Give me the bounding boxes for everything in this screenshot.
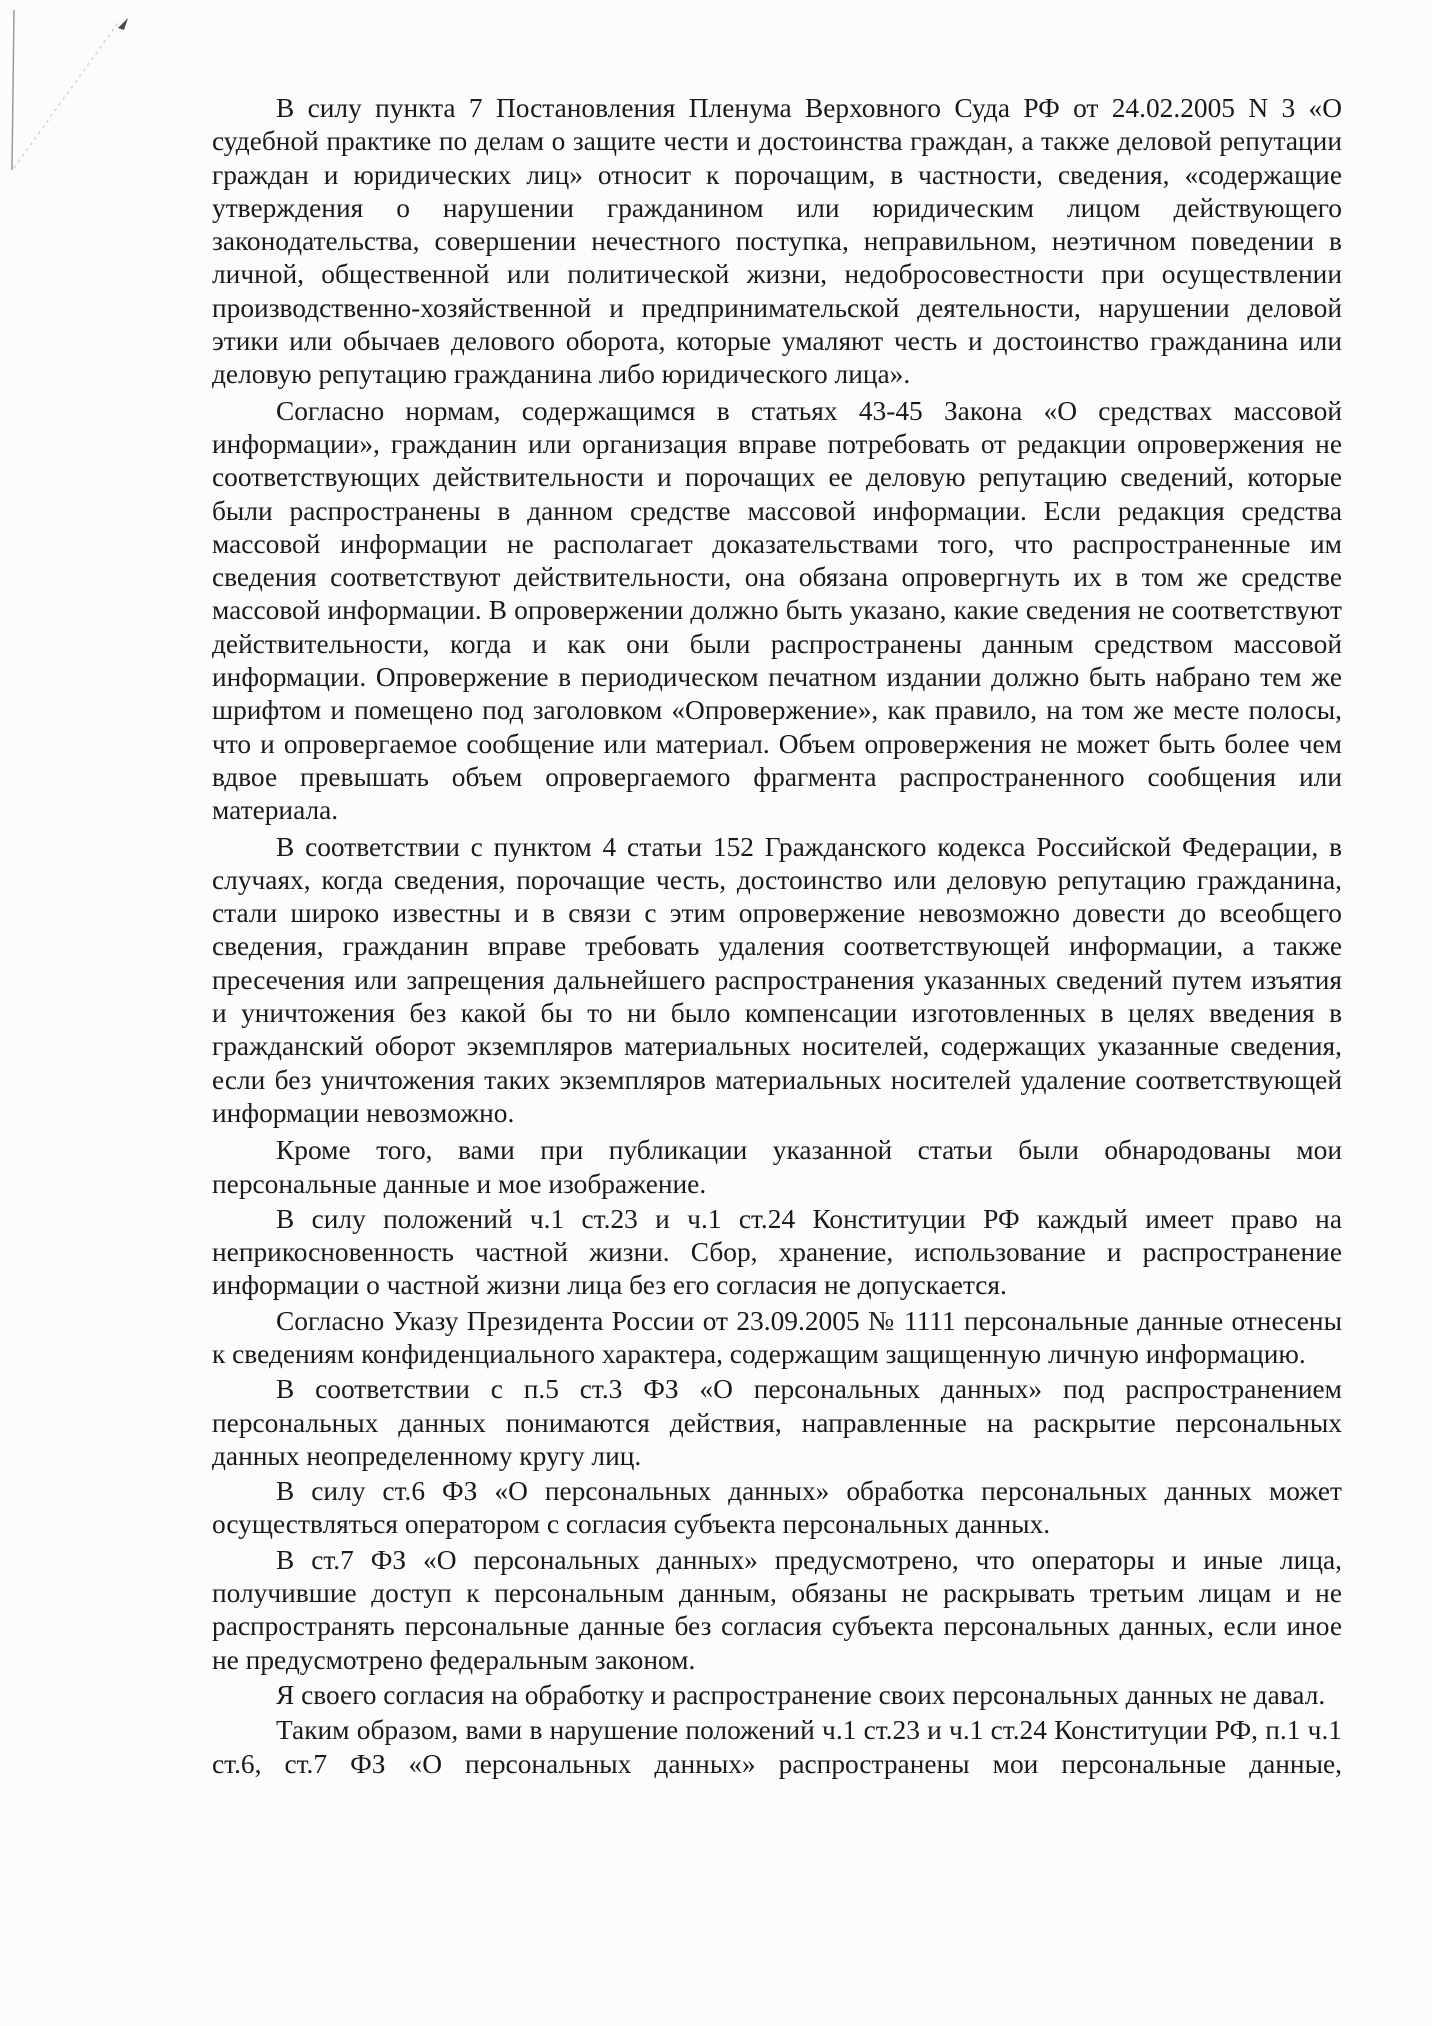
paragraph-civil-code-article-152: В соответствии с пунктом 4 статьи 152 Гражданского кодекса Российской Федерации, в случаях, когда сведения, порочащие честь, достоинство или деловую репутацию гражданина, стали широко известны и в связи с этим опровержение невозможно довести до всеобщего сведения, гражданин вправе требовать удаления соответствующей информации, а также пресечения или запрещения дальнейшего распространения указанных сведений путем изъятия и уничтожения без какой бы то ни было компенсации изготовленных в целях введения в гражданский оборот экземпляров материальных носителей, содержащих указанные сведения, если без уничтожения таких экземпляров материальных носителей удаление соответствующей информации невозможно. [212,831,1342,1128]
paragraph-presidential-decree: Согласно Указу Президента России от 23.09.2005 № 1111 персональные данные отнесены к сведениям конфиденциального характера, содержащим защищенную личную информацию. [212,1305,1342,1369]
paragraph-processing-consent: В силу ст.6 ФЗ «О персональных данных» обработка персональных данных может осуществляться оператором с согласия субъекта персональных данных. [212,1476,1342,1540]
letter-body [212,92,1342,1781]
paragraph-no-consent-given: Я своего согласия на обработку и распространение своих персональных данных не давал. [276,1679,1326,1710]
paragraph-dissemination-definition: В соответствии с п.5 ст.3 ФЗ «О персональных данных» под распространением персональных данных понимаются действия, направленные на раскрытие персональных данных неопределенному кругу лиц. [212,1374,1342,1471]
paragraph-defamation-definition: В силу пункта 7 Постановления Пленума Верховного Суда РФ от 24.02.2005 N 3 «О судебной практике по делам о защите чести и достоинства граждан, а также деловой репутации граждан и юридических лиц» относит к порочащим, в частности, сведения, «содержащие утверждения о нарушении гражданином или юридическим лицом действующего законодательства, совершении нечестного поступка, неправильном, неэтичном поведении в личной, общественной или политической жизни, недобросовестности при осуществлении производственно-хозяйственной и предпринимательской деятельности, нарушении деловой этики или обычаев делового оборота, которые умаляют честь и достоинство гражданина или деловую репутацию гражданина либо юридического лица». [212,93,1342,390]
paragraph-mass-media-refutation: Согласно нормам, содержащимся в статьях 43-45 Закона «О средствах массовой информации», гражданин или организация вправе потребовать от редакции опровержения не соответствующих действительности и порочащих ее деловую репутацию сведений, которые были распространены в данном средстве массовой информации. Если редакция средства массовой информации не располагает доказательствами того, что распространенные им сведения соответствуют действительности, она обязана опровергнуть их в том же средстве массовой информации. В опровержении должно быть указано, какие сведения не соответствуют действительности, когда и как они были распространены данным средством массовой информации. Опровержение в периодическом печатном издании должно быть набрано тем же шрифтом и помещено под заголовком «Опровержение», как правило, на том же месте полосы, что и опровергаемое сообщение или материал. Объем опровержения не может быть более чем вдвое превышать объем опровергаемого фрагмента распространенного сообщения или материала. [212,395,1342,826]
paragraph-constitution-privacy: В силу положений ч.1 ст.23 и ч.1 ст.24 Конституции РФ каждый имеет право на неприкосновенность частной жизни. Сбор, хранение, использование и распространение информации о частной жизни лица без его согласия не допускается. [212,1203,1342,1301]
paragraph-conclusion: Таким образом, вами в нарушение положений ч.1 ст.23 и ч.1 ст.24 Конституции РФ, п.1 ч.1 ст.6, ст.7 ФЗ «О персональных данных» распространены мои персональные данные, [212,1715,1342,1779]
paragraph-confidentiality-duty: В ст.7 ФЗ «О персональных данных» предусмотрено, что операторы и иные лица, получившие доступ к персональным данным, обязаны не раскрывать третьим лицам и не распространять персональные данные без согласия субъекта персональных данных, если иное не предусмотрено федеральным законом. [212,1544,1342,1675]
pen-mark-decoration [0,0,150,200]
paragraph-personal-data-disclosed: Кроме того, вами при публикации указанной статьи были обнародованы мои персональные данные и мое изображение. [212,1135,1342,1199]
